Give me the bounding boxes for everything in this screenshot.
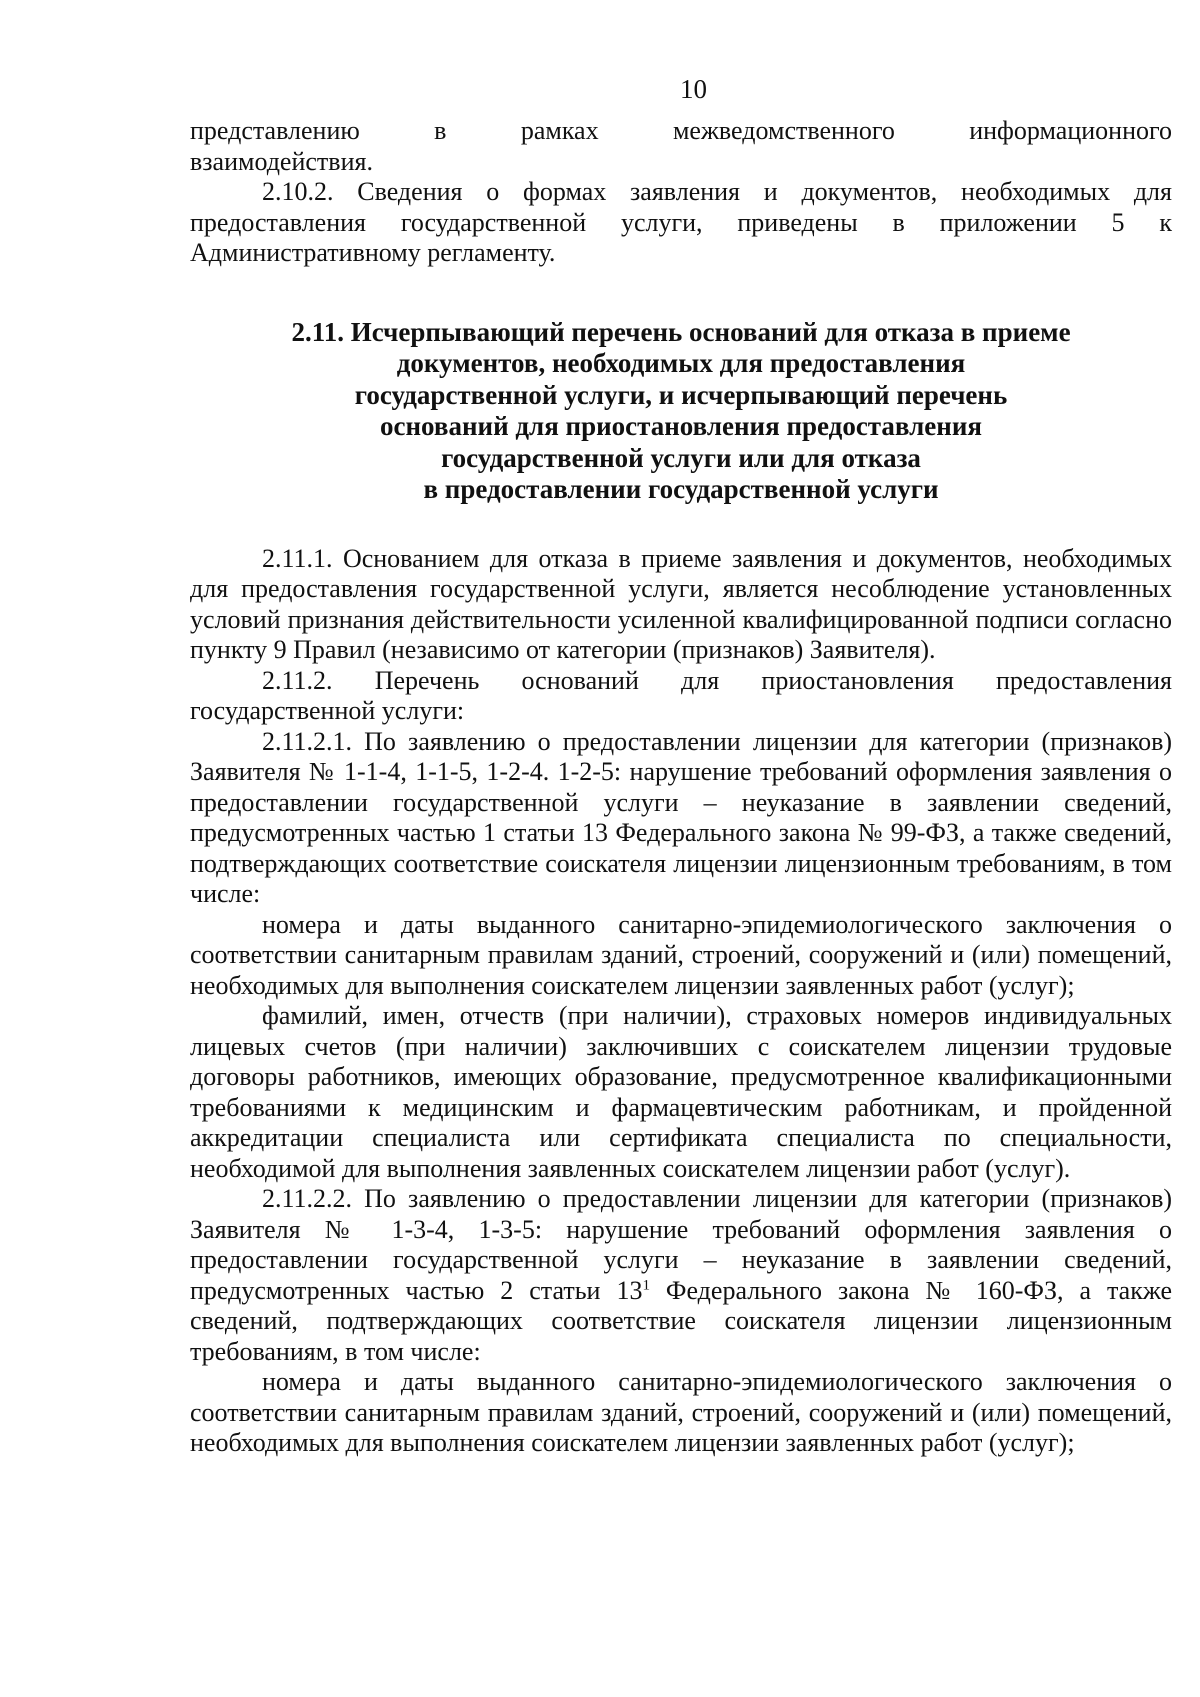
heading-line: государственной услуги или для отказа <box>441 442 921 473</box>
page-number: 10 <box>680 74 707 104</box>
paragraph-2-11-2-1: 2.11.2.1. По заявлению о предоставлении лицензии для категории (признаков) Заявителя № 1-1-4, 1-1-5, 1-2-4. 1-2-5: нарушение требований оформления заявления о предоставлении государственной услуги – неуказание в заявлении сведений, предусмотренных частью 1 статьи 13 Федерального закона № 99-ФЗ, а также сведений, подтверждающих соответствие соискателя лицензии лицензионным требованиям, в том числе: <box>190 726 1172 908</box>
paragraph-text: 2.11.2.2. По заявлению о предоставлении лицензии для категории (признаков) Заявителя № 1-3-4, 1-3-5: нарушение требований оформления заявления о предоставлении государственной услуги – неуказание в заявлении сведений, предусмотренных частью 2 статьи 13 <box>190 1184 1172 1305</box>
heading-line: государственной услуги, и исчерпывающий перечень <box>354 379 1008 410</box>
paragraph-2-10-2: 2.10.2. Сведения о формах заявления и документов, необходимых для предоставления государственной услуги, приведены в приложении 5 к Административному регламенту. <box>190 177 1172 267</box>
paragraph-continuation-end: взаимодействия. <box>190 146 373 176</box>
paragraph-text: Федерального закона № 160-ФЗ, а также сведений, подтверждающих соответствие соискателя лицензии лицензионным требованиям, в том числе: <box>190 1275 1173 1366</box>
superscript: 1 <box>642 1276 650 1293</box>
paragraph-employee-details: фамилий, имен, отчеств (при наличии), страховых номеров индивидуальных лицевых счетов (при наличии) заключивших с соискателем лицензии трудовые договоры работников, имеющих образование, предусмотренное квалификационными требованиями к медицинским и фармацевтическим работникам, и пройденной аккредитации специалиста или сертификата специалиста по специальности, необходимой для выполнения заявленных соискателем лицензии работ (услуг). <box>190 1001 1172 1183</box>
heading-line: в предоставлении государственной услуги <box>423 474 939 504</box>
paragraph-2-11-2-2 <box>190 1184 1172 1367</box>
heading-line: документов, необходимых для предоставления <box>396 348 966 378</box>
paragraph-sanitary-conclusion-2: номера и даты выданного санитарно-эпидемиологического заключения о соответствии санитарным правилам зданий, строений, сооружений и (или) помещений, необходимых для выполнения соискателем лицензии заявленных работ (услуг); <box>190 1367 1172 1457</box>
paragraph-continuation-line: представлению в рамках межведомственного информационного <box>190 116 1172 145</box>
paragraph-2-11-1: 2.11.1. Основанием для отказа в приеме заявления и документов, необходимых для предоставления государственной услуги, является несоблюдение установленных условий признания действительности усиленной квалифицированной подписи согласно пункту 9 Правил (независимо от категории (признаков) Заявителя). <box>190 543 1172 664</box>
document-page <box>190 74 1172 1459</box>
paragraph-2-11-2: 2.11.2. Перечень оснований для приостановления предоставления государственной услуги: <box>190 665 1172 725</box>
section-heading-2-11 <box>190 317 1172 506</box>
paragraph-sanitary-conclusion-1: номера и даты выданного санитарно-эпидемиологического заключения о соответствии санитарным правилам зданий, строений, сооружений и (или) помещений, необходимых для выполнения соискателем лицензии заявленных работ (услуг); <box>190 909 1172 1000</box>
heading-line: 2.11. Исчерпывающий перечень оснований для отказа в приеме <box>291 316 1071 347</box>
heading-line: оснований для приостановления предоставления <box>380 411 982 441</box>
